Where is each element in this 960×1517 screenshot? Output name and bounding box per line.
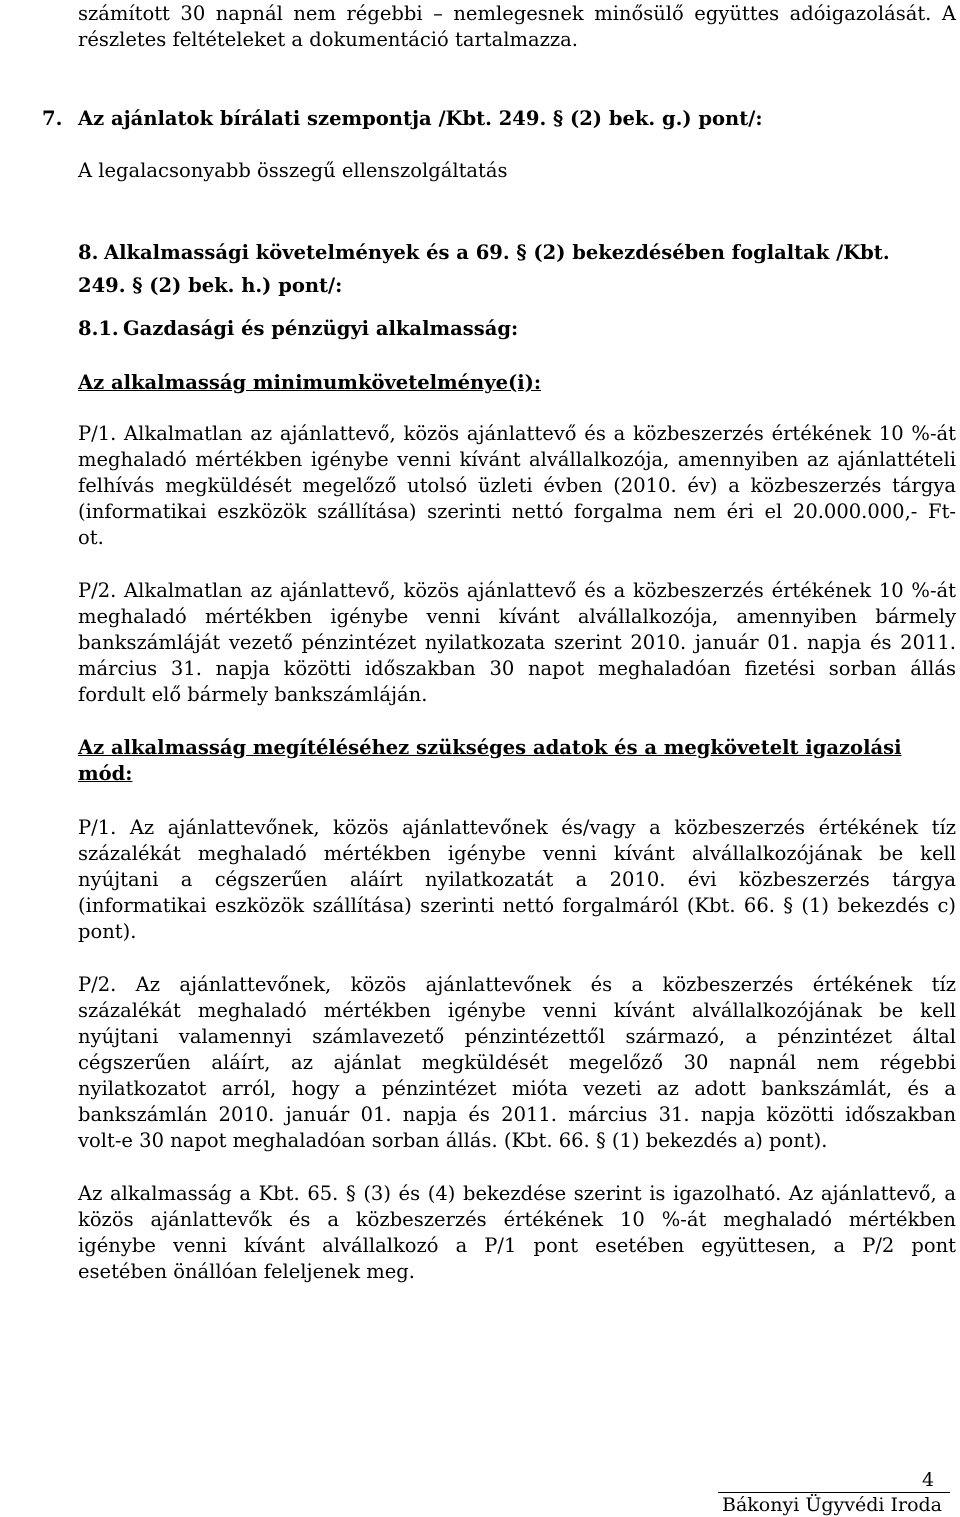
intro-line-1: számított 30 napnál nem régebbi – nemlegesnek minősülő együttes adóigazolását. A: [78, 2, 956, 25]
section-7-number: 7.: [42, 107, 63, 130]
requirement-p2-line: meghaladó mértékben igénybe venni kívánt alvállalkozója, amennyiben bármely: [78, 605, 956, 628]
requirement-p1-paragraph: [78, 421, 956, 551]
evidence-p1-line: (informatikai eszközök szállítása) szerinti nettó forgalmáról (Kbt. 66. § (1) bekezdés c): [78, 894, 956, 917]
section-8-number: 8.: [78, 241, 99, 264]
intro-line-2: részletes feltételeket a dokumentáció tartalmazza.: [78, 28, 578, 51]
evidence-p1-line: százalékát meghaladó mértékben igénybe venni kívánt alvállalkozójának be kell: [78, 842, 956, 865]
requirement-p1-line: P/1. Alkalmatlan az ajánlattevő, közös ajánlattevő és a közbeszerzés értékének 10 %-át: [78, 422, 956, 445]
evidence-p3-paragraph: [78, 1181, 956, 1285]
evidence-p1-line: pont).: [78, 920, 137, 943]
section-8-title-line-2: 249. § (2) bek. h.) pont/:: [78, 274, 343, 297]
evidence-p2-line: nyújtani valamennyi számlavezető pénzintézettől származó, a pénzintézet által: [78, 1025, 956, 1048]
evidence-heading-line-2: mód:: [78, 762, 133, 785]
evidence-p3-line: Az alkalmasság a Kbt. 65. § (3) és (4) bekezdése szerint is igazolható. Az ajánlattevő, a: [78, 1182, 956, 1205]
evidence-p1-paragraph: [78, 815, 956, 945]
evidence-p1-line: nyújtani a cégszerűen aláírt nyilatkozatát a 2010. évi közbeszerzés tárgya: [78, 868, 956, 891]
requirement-p1-line: meghaladó mértékben igénybe venni kívánt alvállalkozója, amennyiben az ajánlattételi: [78, 448, 956, 471]
section-7-title: Az ajánlatok bírálati szempontja /Kbt. 249. § (2) bek. g.) pont/:: [78, 107, 763, 130]
requirement-p2-line: fordult elő bármely bankszámláján.: [78, 683, 428, 706]
evidence-heading-line-1: Az alkalmasság megítéléséhez szükséges adatok és a megkövetelt igazolási: [78, 736, 902, 759]
requirement-p2-paragraph: [78, 578, 956, 708]
evidence-p2-line: cégszerűen aláírt, az ajánlat megküldését megelőző 30 napnál nem régebbi: [78, 1051, 956, 1074]
section-7-body: A legalacsonyabb összegű ellenszolgáltatás: [78, 159, 508, 182]
evidence-p2-line: volt-e 30 napot meghaladóan sorban állás. (Kbt. 66. § (1) bekezdés a) pont).: [78, 1129, 828, 1152]
requirement-p1-line: ot.: [78, 526, 104, 549]
requirement-p1-line: (informatikai eszközök szállítása) szerinti nettó forgalma nem éri el 20.000.000,- Ft-: [78, 500, 956, 523]
evidence-p3-line: igénybe venni kívánt alvállalkozó a P/1 pont esetében együttesen, a P/2 pont: [78, 1234, 956, 1257]
requirement-p2-line: bankszámláját vezető pénzintézet nyilatkozata szerint 2010. január 01. napja és 2011.: [78, 631, 956, 654]
section-8-1-number: 8.1.: [78, 317, 119, 340]
page-number: 4: [922, 1469, 935, 1491]
section-8-title-line-1: Alkalmassági követelmények és a 69. § (2) bekezdésében foglaltak /Kbt.: [104, 241, 890, 264]
evidence-p2-paragraph: [78, 972, 956, 1154]
section-8-heading: [78, 236, 956, 302]
evidence-p2-line: százalékát meghaladó mértékben igénybe venni kívánt alvállalkozójának be kell: [78, 999, 956, 1022]
footer-office-name: Bákonyi Ügyvédi Iroda: [722, 1494, 943, 1516]
evidence-p2-line: bankszámlán 2010. január 01. napja és 2011. március 31. napja közötti időszakban: [78, 1103, 956, 1126]
requirement-p2-line: P/2. Alkalmatlan az ajánlattevő, közös ajánlattevő és a közbeszerzés értékének 10 %-át: [78, 579, 956, 602]
evidence-heading: [78, 735, 956, 787]
evidence-p2-line: P/2. Az ajánlattevőnek, közös ajánlattevőnek és a közbeszerzés értékének tíz: [78, 973, 956, 996]
section-8-1-heading: [78, 316, 518, 342]
section-7-heading: [42, 106, 942, 132]
section-8-1-title: Gazdasági és pénzügyi alkalmasság:: [123, 317, 519, 340]
evidence-p3-line: közös ajánlattevők és a közbeszerzés értékének 10 %-át meghaladó mértékben: [78, 1208, 956, 1231]
intro-paragraph: [78, 1, 956, 53]
requirement-p1-line: felhívás megküldését megelőző utolsó üzleti évben (2010. év) a közbeszerzés tárgya: [78, 474, 956, 497]
evidence-p2-line: nyilatkozatot arról, hogy a pénzintézet mióta vezeti az adott bankszámlát, és a: [78, 1077, 956, 1100]
minimum-requirements-heading: Az alkalmasság minimumkövetelménye(i):: [78, 371, 542, 394]
evidence-p1-line: P/1. Az ajánlattevőnek, közös ajánlattevőnek és/vagy a közbeszerzés értékének tíz: [78, 816, 956, 839]
evidence-p3-line: esetében önállóan feleljenek meg.: [78, 1260, 415, 1283]
requirement-p2-line: március 31. napja közötti időszakban 30 napot meghaladóan fizetési sorban állás: [78, 657, 956, 680]
